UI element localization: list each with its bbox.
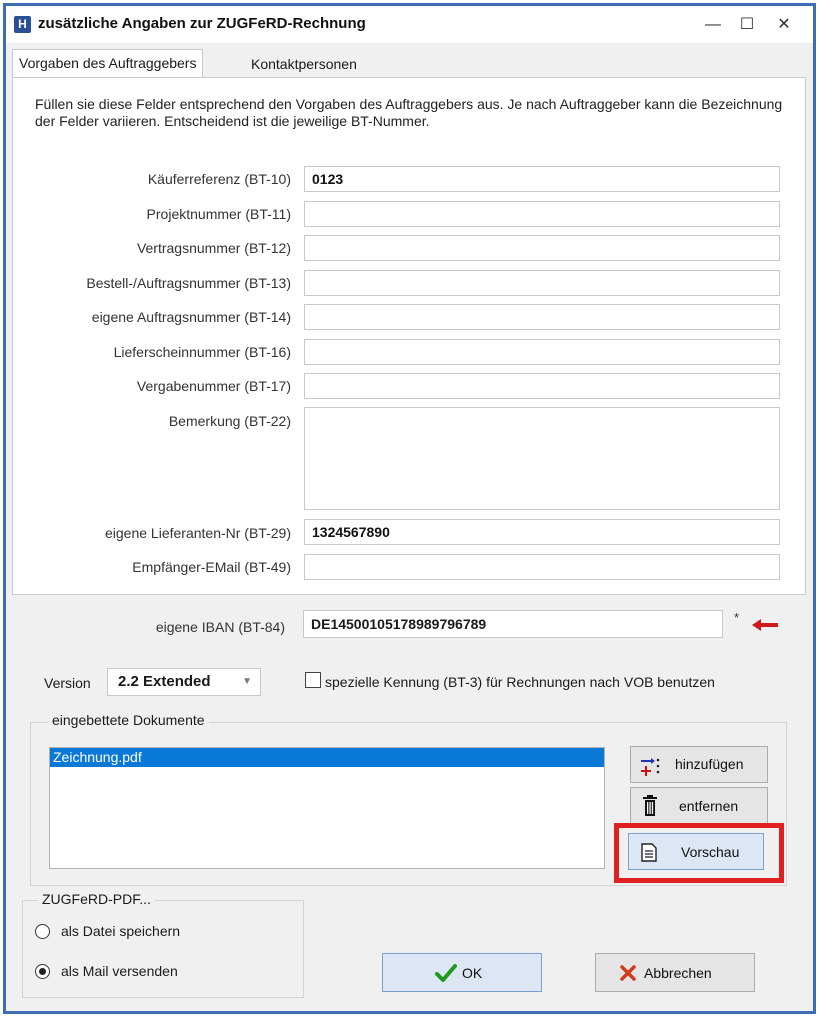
embedded-documents-legend: eingebettete Dokumente (48, 712, 209, 728)
field-label-bt49: Empfänger-EMail (BT-49) (132, 559, 291, 575)
cancel-x-icon (620, 965, 636, 981)
field-label-bt11: Projektnummer (BT-11) (146, 206, 291, 222)
field-label-bt14: eigene Auftragsnummer (BT-14) (91, 309, 291, 325)
close-button[interactable]: ✕ (777, 16, 791, 33)
dialog-window (3, 3, 816, 1014)
field-label-bt22: Bemerkung (BT-22) (168, 413, 291, 429)
field-label-bt12: Vertragsnummer (BT-12) (136, 240, 291, 256)
window-title: zusätzliche Angaben zur ZUGFeRD-Rechnung (38, 15, 366, 32)
required-marker: * (734, 610, 740, 625)
save-as-file-radio[interactable] (35, 924, 50, 939)
save-as-file-label[interactable]: als Datei speichern (61, 923, 181, 939)
title-bar[interactable] (6, 6, 813, 43)
empfaenger-email-input[interactable] (304, 554, 780, 580)
send-as-mail-label[interactable]: als Mail versenden (61, 963, 178, 979)
iban-input[interactable]: DE14500105178989796789 (303, 610, 723, 638)
cancel-label: Abbrechen (644, 965, 712, 981)
field-label-bt13: Bestell-/Auftragsnummer (BT-13) (86, 275, 291, 291)
tab-vorgaben[interactable]: Vorgaben des Auftraggebers (12, 49, 203, 79)
kaeuferreferenz-input[interactable]: 0123 (304, 166, 780, 192)
remove-document-button[interactable] (630, 787, 768, 824)
iban-label: eigene IBAN (BT-84) (155, 619, 285, 635)
tab-kontaktpersonen[interactable]: Kontaktpersonen (251, 56, 357, 72)
lieferscheinnummer-input[interactable] (304, 339, 780, 365)
eigene-auftragsnummer-input[interactable] (304, 304, 780, 330)
vergabenummer-input[interactable] (304, 373, 780, 399)
preview-label: Vorschau (681, 844, 740, 860)
add-document-label: hinzufügen (675, 756, 744, 772)
field-label-bt17: Vergabenummer (BT-17) (136, 378, 291, 394)
minimize-button[interactable]: — (705, 16, 721, 33)
ok-label: OK (462, 965, 483, 981)
list-item[interactable]: Zeichnung.pdf (50, 748, 604, 767)
tab-panel-vorgaben (12, 77, 806, 595)
remove-document-label: entfernen (679, 798, 739, 814)
maximize-button[interactable]: ☐ (739, 16, 755, 33)
add-document-button[interactable] (630, 746, 768, 783)
red-arrow-left-icon (752, 619, 778, 631)
pdf-output-legend: ZUGFeRD-PDF... (38, 891, 155, 907)
lieferanten-nr-input[interactable]: 1324567890 (304, 519, 780, 545)
checkmark-icon (435, 964, 457, 982)
bemerkung-textarea[interactable] (304, 407, 780, 510)
vob-checkbox-label[interactable]: spezielle Kennung (BT-3) für Rechnungen nach VOB benutzen (325, 674, 715, 690)
send-as-mail-radio[interactable] (35, 964, 50, 979)
intro-text: Füllen sie diese Felder entsprechend den Vorgaben des Auftraggebers aus. Je nach Auftraggeber kann die Bezeichnung der Felder variieren. Entscheidend ist die jeweilige BT-Nummer. (35, 96, 783, 129)
pdf-output-group (22, 900, 304, 998)
preview-highlight-box (614, 823, 784, 883)
projektnummer-input[interactable] (304, 201, 780, 227)
app-icon: H (14, 16, 31, 33)
version-value: 2.2 Extended (118, 673, 211, 690)
bestellnummer-input[interactable] (304, 270, 780, 296)
field-label-bt29: eigene Lieferanten-Nr (BT-29) (105, 525, 291, 541)
vob-checkbox[interactable] (305, 672, 321, 688)
cancel-button[interactable] (595, 953, 755, 992)
chevron-down-icon: ▼ (242, 676, 252, 687)
trash-icon (642, 795, 658, 817)
vertragsnummer-input[interactable] (304, 235, 780, 261)
ok-button[interactable] (382, 953, 542, 992)
field-label-bt16: Lieferscheinnummer (BT-16) (113, 344, 291, 360)
field-label-bt10: Käuferreferenz (BT-10) (147, 171, 291, 187)
version-dropdown[interactable] (107, 668, 261, 696)
add-plus-icon (639, 756, 661, 776)
version-label: Version (44, 675, 91, 691)
document-list[interactable] (49, 747, 605, 869)
